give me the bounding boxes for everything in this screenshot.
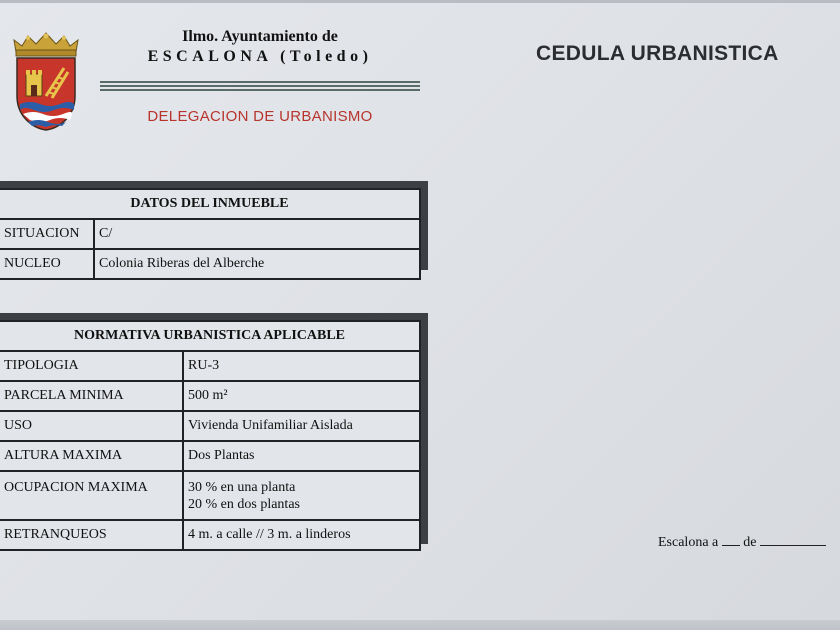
row-value: 500 m² bbox=[183, 381, 420, 411]
row-value: C/ bbox=[94, 219, 420, 249]
row-label: TIPOLOGIA bbox=[0, 351, 183, 381]
row-value: Dos Plantas bbox=[183, 441, 420, 471]
table-row bbox=[0, 471, 420, 520]
escalona-coat-of-arms-icon bbox=[6, 30, 86, 132]
place-label: Escalona a bbox=[658, 535, 719, 550]
table-row bbox=[0, 219, 420, 249]
page-bottom-edge bbox=[0, 620, 840, 630]
row-value: Colonia Riberas del Alberche bbox=[94, 249, 420, 279]
row-label: PARCELA MINIMA bbox=[0, 381, 183, 411]
row-label: RETRANQUEOS bbox=[0, 520, 183, 550]
row-label: ALTURA MAXIMA bbox=[0, 441, 183, 471]
table-row bbox=[0, 520, 420, 550]
de-label: de bbox=[743, 535, 757, 550]
day-blank bbox=[722, 531, 740, 546]
municipality-name: ESCALONA (Toledo) bbox=[147, 48, 373, 65]
normativa-table bbox=[0, 320, 421, 551]
row-label: OCUPACION MAXIMA bbox=[0, 471, 183, 520]
header-rule bbox=[100, 85, 420, 87]
table-row bbox=[0, 189, 420, 219]
table-row bbox=[0, 249, 420, 279]
header-rule bbox=[100, 81, 420, 83]
row-value: 4 m. a calle // 3 m. a linderos bbox=[183, 520, 420, 550]
table-row bbox=[0, 351, 420, 381]
page-top-edge bbox=[0, 0, 840, 3]
place-date-line bbox=[658, 531, 826, 551]
row-value: RU-3 bbox=[183, 351, 420, 381]
table-row bbox=[0, 441, 420, 471]
datos-inmueble-table bbox=[0, 188, 421, 280]
table-row bbox=[0, 321, 420, 351]
row-value-line: 30 % en una planta bbox=[188, 480, 296, 495]
row-label: USO bbox=[0, 411, 183, 441]
header-rule bbox=[100, 89, 420, 91]
normativa-title: NORMATIVA URBANISTICA APLICABLE bbox=[0, 321, 420, 351]
row-label: NUCLEO bbox=[0, 249, 94, 279]
document-title: CEDULA URBANISTICA bbox=[536, 42, 779, 65]
table-row bbox=[0, 381, 420, 411]
row-value: Vivienda Unifamiliar Aislada bbox=[183, 411, 420, 441]
datos-inmueble-title: DATOS DEL INMUEBLE bbox=[0, 189, 420, 219]
row-value-line: 20 % en dos plantas bbox=[188, 497, 300, 512]
row-value bbox=[183, 471, 420, 520]
month-blank bbox=[760, 531, 826, 546]
table-row bbox=[0, 411, 420, 441]
department-name: DELEGACION DE URBANISMO bbox=[147, 108, 373, 125]
row-label: SITUACION bbox=[0, 219, 94, 249]
municipality-title: Ilmo. Ayuntamiento de bbox=[182, 28, 338, 45]
